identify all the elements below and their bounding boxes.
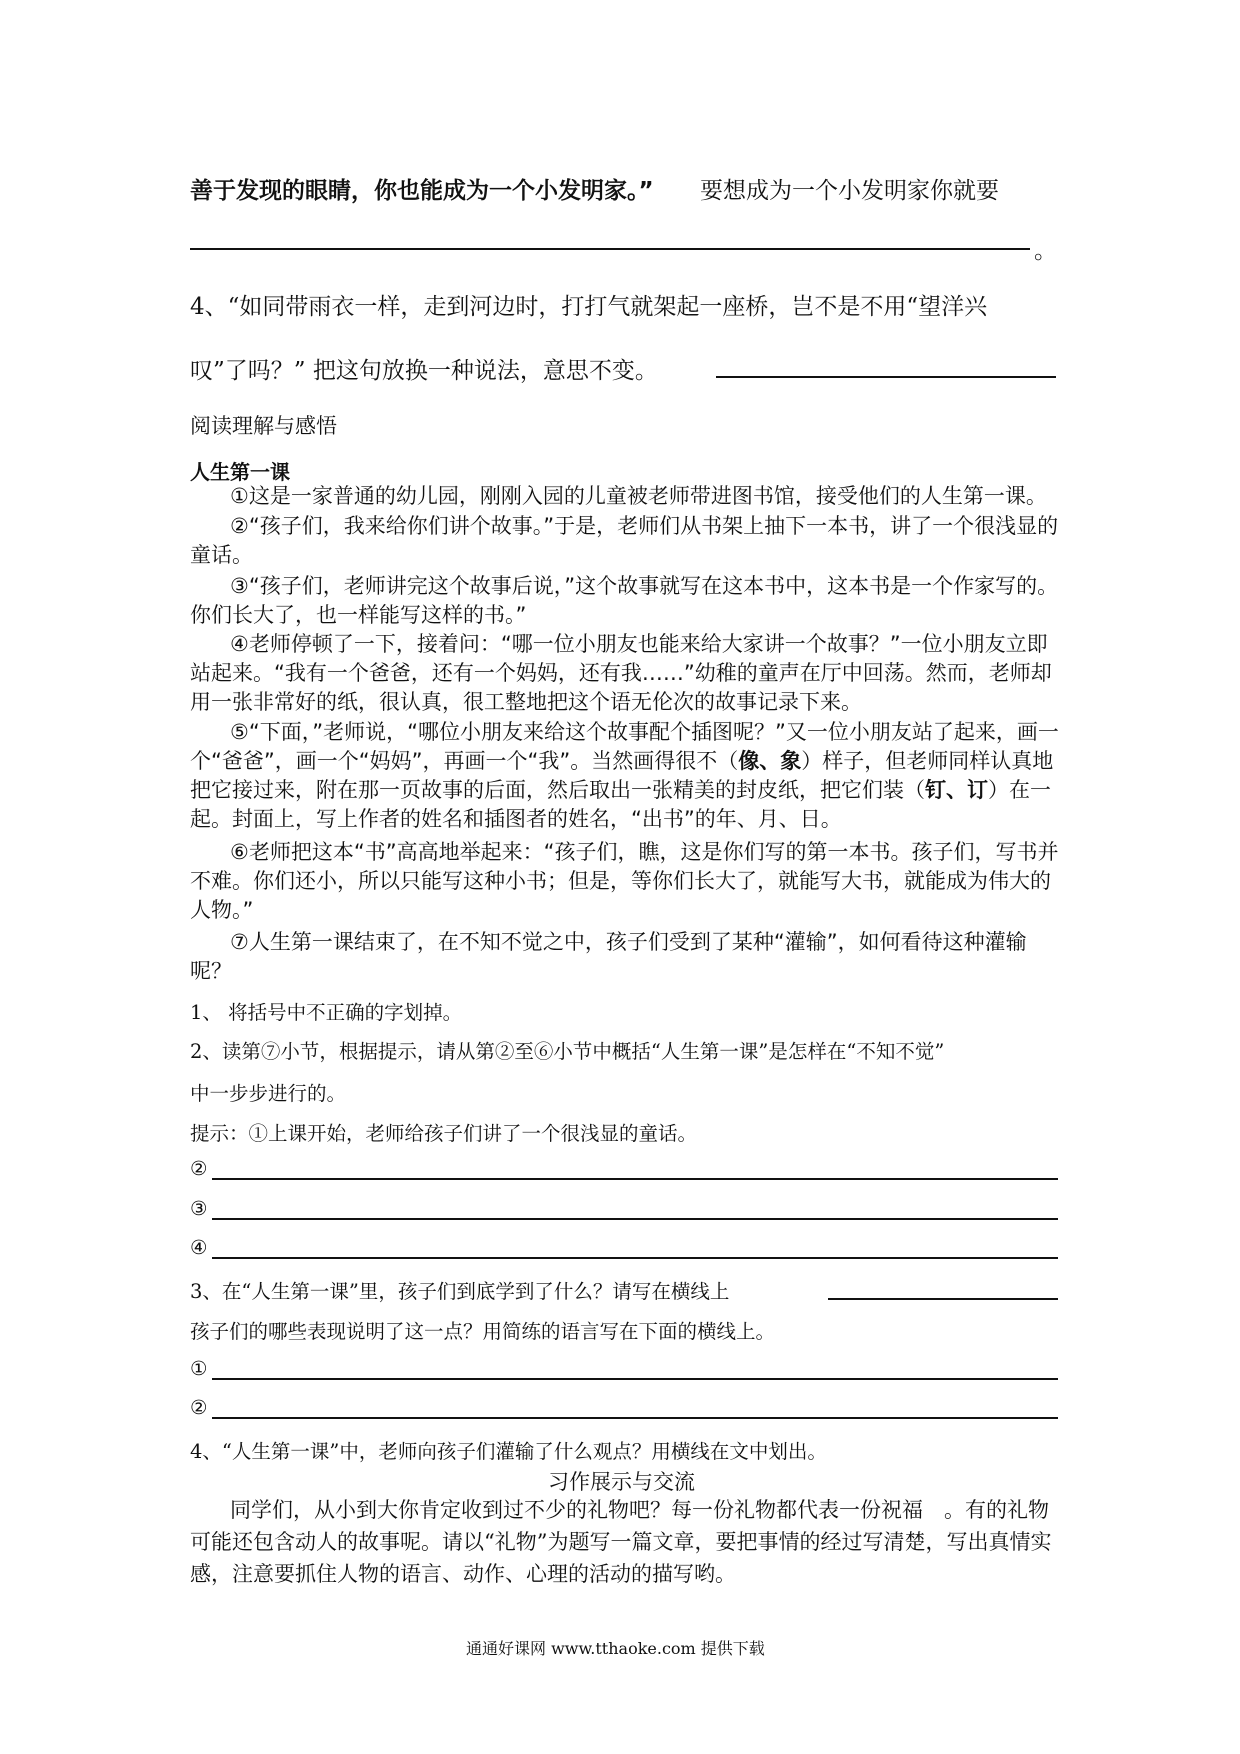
top-line1-rest: 要想成为一个小发明家你就要 [700, 178, 999, 204]
blank-label-a: ① [190, 1357, 208, 1380]
article-paragraph-1: ①这是一家普通的幼儿园，刚刚入园的儿童被老师带进图书馆，接受他们的人生第一课。 [230, 484, 1047, 508]
p5-part-a: ⑤“下面，”老师说，“哪位小朋友来给这个故事配个插图呢？”又一位小朋友站了起来，画一个“爸爸”，画一个“妈妈”，再画一个“我”。当然画得很不（ [190, 720, 1059, 773]
blank-label-4: ④ [190, 1236, 208, 1259]
answer-line-q4[interactable] [716, 376, 1056, 378]
question-2-line1: 2、读第⑦小节，根据提示，请从第②至⑥小节中概括“人生第一课”是怎样在“不知不觉” [190, 1040, 945, 1063]
answer-line-a[interactable] [212, 1378, 1058, 1380]
answer-line-2[interactable] [212, 1178, 1058, 1180]
answer-line-1[interactable] [190, 248, 1030, 250]
article-title: 人生第一课 [190, 460, 290, 484]
article-paragraph-5 [190, 718, 1060, 834]
q4-line2: 叹”了吗？” 把这句放换一种说法，意思不变。 [190, 358, 658, 384]
top-line1-bold: 善于发现的眼睛，你也能成为一个小发明家。” [190, 178, 654, 204]
blank-label-3: ③ [190, 1197, 208, 1220]
article-paragraph-2: ②“孩子们，我来给你们讲个故事。”于是，老师们从书架上抽下一本书，讲了一个很浅显的童话。 [190, 514, 1059, 567]
p5-part-e: ）在一起。封面上，写上作者的姓名和插图者的姓名，“出书”的年、月、日。 [190, 778, 1051, 831]
p5-choice-2[interactable]: 钉、订 [925, 778, 988, 802]
answer-line-b[interactable] [212, 1417, 1058, 1419]
question-1: 1、 将括号中不正确的字划掉。 [190, 1001, 463, 1024]
section-reading-heading: 阅读理解与感悟 [190, 414, 337, 438]
footer-text: 通通好课网 www.tthaoke.com 提供下载 [466, 1639, 765, 1658]
question-2-hint: 提示：①上课开始，老师给孩子们讲了一个很浅显的童话。 [190, 1122, 698, 1145]
composition-heading: 习作展示与交流 [548, 1470, 695, 1494]
article-paragraph-7: ⑦人生第一课结束了，在不知不觉之中，孩子们受到了某种“灌输”，如何看待这种灌输呢？ [190, 930, 1027, 983]
blank-label-2: ② [190, 1157, 208, 1180]
answer-line-3[interactable] [212, 1218, 1058, 1220]
p5-choice-1[interactable]: 像、象 [738, 749, 802, 773]
composition-text: 同学们，从小到大你肯定收到过不少的礼物吧？每一份礼物都代表一份祝福 。有的礼物可能还包含动人的故事呢。请以“礼物”为题写一篇文章，要把事情的经过写清楚，写出真情实感，注意要抓住人物的语言、动作、心理的活动的描写哟。 [190, 1498, 1052, 1586]
article-paragraph-6: ⑥老师把这本“书”高高地举起来：“孩子们，瞧，这是你们写的第一本书。孩子们，写书并不难。你们还小，所以只能写这种小书；但是，等你们长大了，就能写大书，就能成为伟大的人物。” [190, 840, 1059, 922]
blank-label-b: ② [190, 1396, 208, 1419]
article-paragraph-3: ③“孩子们，老师讲完这个故事后说，”这个故事就写在这本书中，这本书是一个作家写的。你们长大了，也一样能写这样的书。” [190, 574, 1059, 627]
p5-part-c: ）样子，但老师同样认真地把它接过来，附在那一页故事的后面，然后取出一张精美的封皮纸，把它们装（ [190, 749, 1054, 802]
question-2-line2: 中一步步进行的。 [190, 1082, 347, 1105]
answer-line-4[interactable] [212, 1257, 1058, 1259]
question-4: 4、“人生第一课”中，老师向孩子们灌输了什么观点？用横线在文中划出。 [190, 1440, 827, 1463]
article-paragraph-4: ④老师停顿了一下，接着问：“哪一位小朋友也能来给大家讲一个故事？”一位小朋友立即站起来。“我有一个爸爸，还有一个妈妈，还有我……”幼稚的童声在厅中回荡。然而，老师却用一张非常好的纸，很认真，很工整地把这个语无伦次的故事记录下来。 [190, 632, 1052, 714]
answer-line-q3[interactable] [828, 1298, 1058, 1300]
q4-line1: 4、“如同带雨衣一样，走到河边时，打打气就架起一座桥，岂不是不用“望洋兴 [190, 294, 988, 320]
question-3-line1: 3、在“人生第一课”里，孩子们到底学到了什么？请写在横线上 [190, 1280, 730, 1303]
question-3-line2: 孩子们的哪些表现说明了这一点？用简练的语言写在下面的横线上。 [190, 1320, 776, 1343]
top-line1-end: 。 [1034, 238, 1057, 264]
